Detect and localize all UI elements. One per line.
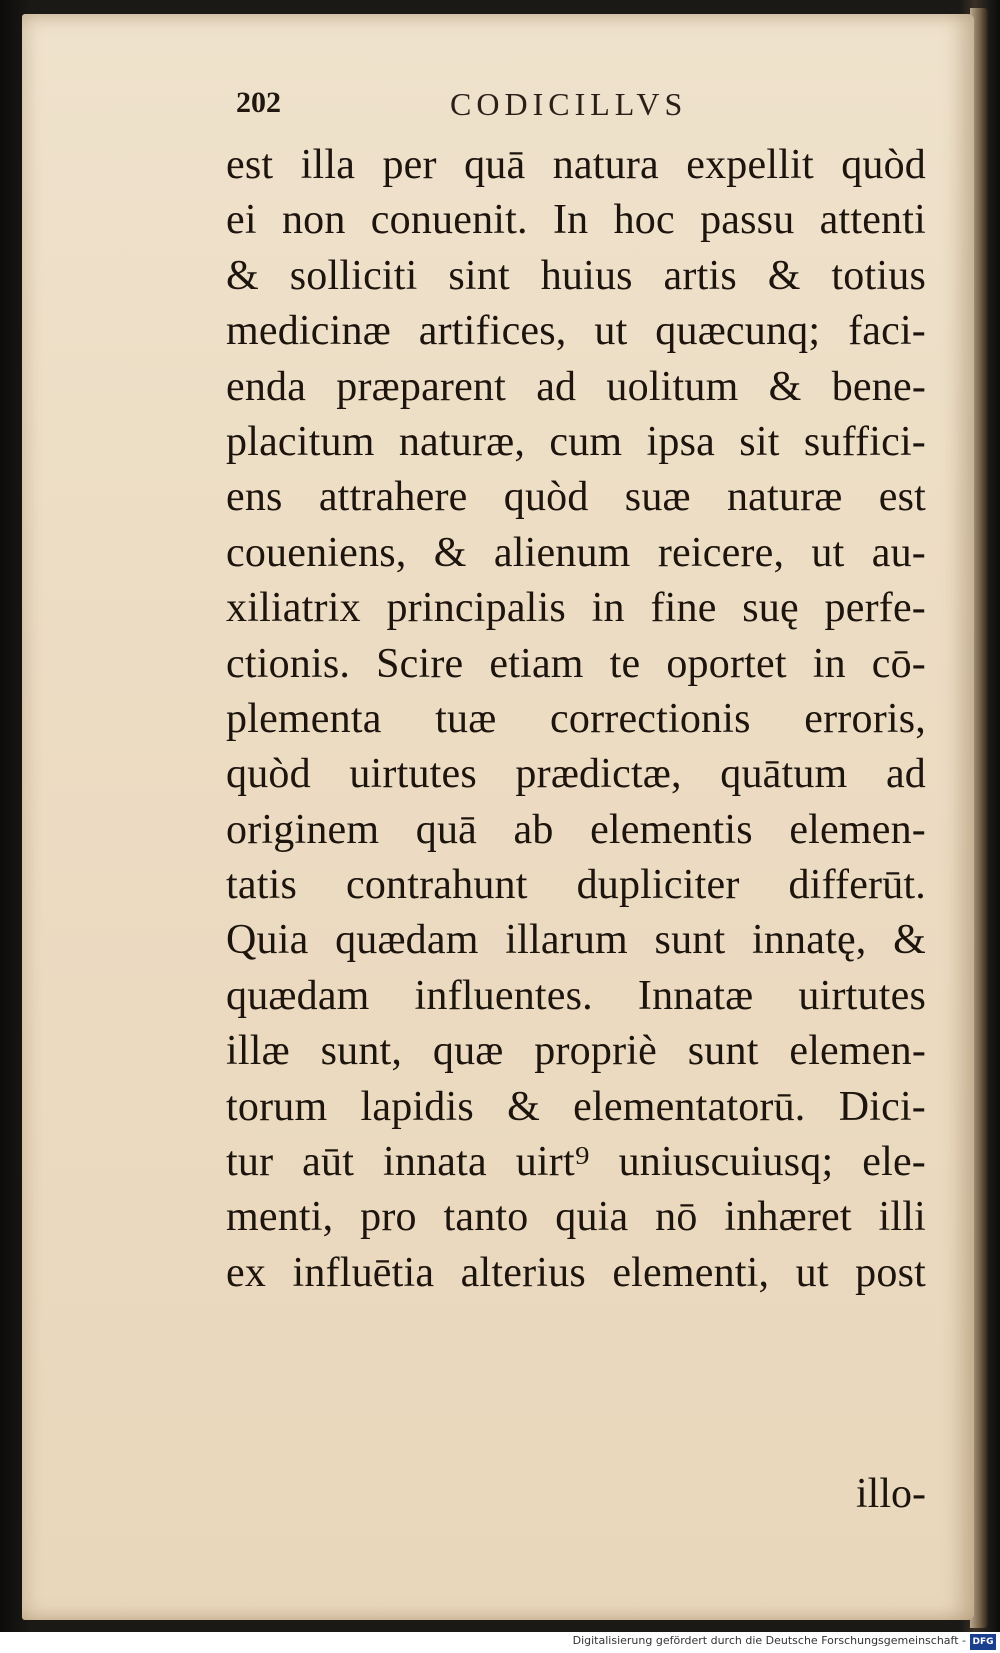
text-line: coueniens, & alienum reicere, ut au- — [226, 529, 926, 576]
text-line: plementa tuæ correctionis erroris, — [226, 695, 926, 742]
text-line: medicinæ artifices, ut quæcunq; faci- — [226, 308, 926, 355]
text-line: Quia quædam illarum sunt innatę, & — [226, 917, 926, 964]
footer-credit: Digitalisierung gefördert durch die Deutsche Forschungsgemeinschaft - — [572, 1634, 966, 1647]
text-line: originem quā ab elementis elemen- — [226, 806, 926, 853]
footer-bar — [0, 1632, 1000, 1653]
running-title: CODICILLVS — [450, 86, 688, 122]
text-line: quòd uirtutes prædictæ, quātum ad — [226, 751, 926, 798]
text-line: est illa per quā natura expellit quòd — [226, 142, 926, 188]
text-line: ex influētia alterius elementi, ut post — [226, 1249, 926, 1296]
dfg-logo: DFG — [970, 1634, 996, 1650]
text-line: menti, pro tanto quia nō inhæret illi — [226, 1194, 926, 1241]
page-header — [236, 86, 936, 126]
text-line: ei non conuenit. In hoc passu attenti — [226, 197, 926, 244]
text-line: torum lapidis & elementatorū. Dici- — [226, 1083, 926, 1130]
body-text — [226, 138, 926, 1517]
text-line: placitum naturæ, cum ipsa sit suffici- — [226, 418, 926, 465]
catchword: illo- — [856, 1471, 926, 1517]
text-line: enda præparent ad uolitum & bene- — [226, 363, 926, 410]
text-line: xiliatrix principalis in fine suę perfe- — [226, 585, 926, 632]
text-line: illæ sunt, quæ propriè sunt elemen- — [226, 1028, 926, 1075]
text-line: & solliciti sint huius artis & totius — [226, 252, 926, 299]
text-line: tur aūt innata uirt⁹ uniuscuiusq; ele- — [226, 1139, 926, 1186]
text-line: quædam influentes. Innatæ uirtutes — [226, 972, 926, 1019]
page-number: 202 — [236, 86, 281, 119]
text-line: tatis contrahunt dupliciter differūt. — [226, 862, 926, 909]
text-line: ens attrahere quòd suæ naturæ est — [226, 474, 926, 521]
text-line: ctionis. Scire etiam te oportet in cō- — [226, 640, 926, 687]
